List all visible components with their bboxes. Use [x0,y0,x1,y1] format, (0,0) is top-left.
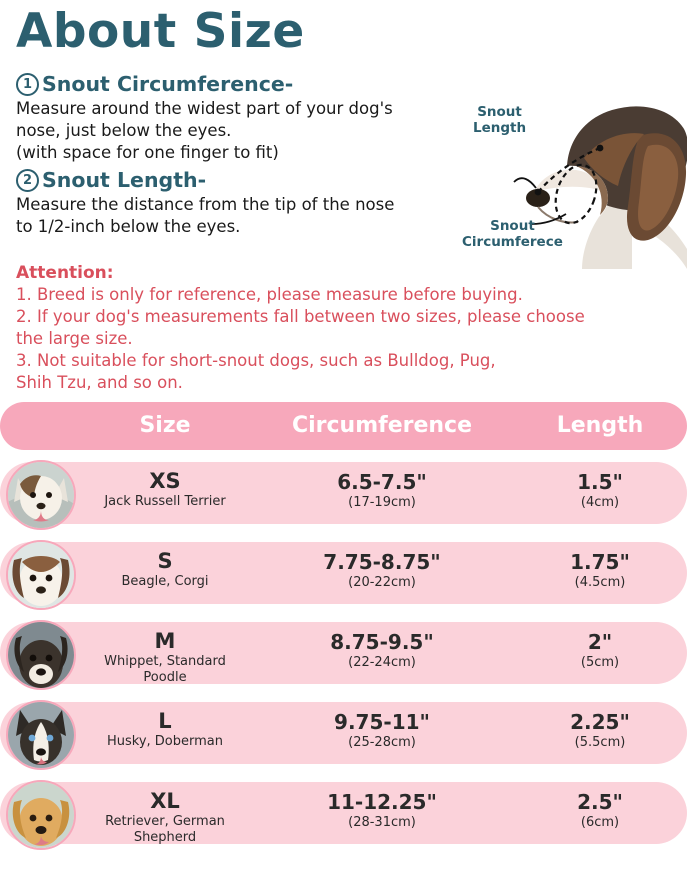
row-length-inches: 2.25" [570,710,630,734]
size-table [0,400,687,856]
row-length-cm: (5cm) [580,655,620,670]
row-circumference-inches: 11-12.25" [327,790,437,814]
diagram-label-snout-circumference [462,219,563,250]
row-length-cell [520,790,680,832]
diagram-label-snout-length [473,105,526,136]
row-circumference-cell [262,630,502,672]
row-length-cm: (6cm) [580,815,620,830]
attention-line-5: Shih Tzu, and so on. [16,372,183,392]
instruction-1-line-2: nose, just below the eyes. [16,120,232,140]
column-header-size: Size [139,413,191,438]
row-length-inches: 2" [587,630,613,654]
row-size-value: XL [150,789,180,813]
row-length-cell [520,470,680,512]
instruction-2-line-1: Measure the distance from the tip of the nose [16,195,395,215]
row-length-inches: 1.75" [570,550,630,574]
instructions-block [16,72,466,238]
diagram-label-snout-circ-line2: Circumferece [462,233,563,250]
row-length-inches: 2.5" [577,790,623,814]
row-circumference-cm: (22-24cm) [348,655,416,670]
row-breeds-value: Retriever, German Shepherd [105,813,225,845]
attention-title: Attention: [16,263,114,283]
row-circumference-inches: 9.75-11" [334,710,430,734]
row-length-cell [520,710,680,752]
row-circumference-cm: (17-19cm) [348,495,416,510]
page-title: About Size [16,4,305,59]
table-row [0,456,687,536]
instruction-1-heading-text: Snout Circumference- [42,72,294,96]
attention-line-3: the large size. [16,328,133,348]
row-circumference-inches: 6.5-7.5" [337,470,427,494]
step-number-2-icon: 2 [16,169,39,192]
avatar [6,780,76,850]
row-circumference-cell [262,470,502,512]
instruction-1-line-3: (with space for one finger to fit) [16,142,279,162]
row-length-cell [520,550,680,592]
attention-block [16,262,676,394]
row-size-value: S [157,549,173,573]
avatar [6,540,76,610]
diagram-label-snout-circ-line1: Snout [490,218,535,234]
row-breeds-value: Husky, Doberman [106,733,223,749]
row-circumference-cm: (28-31cm) [348,815,416,830]
row-circumference-cell [262,710,502,752]
row-length-cell [520,630,680,672]
row-size-value: XS [149,469,181,493]
avatar [6,620,76,690]
row-breeds-value: Jack Russell Terrier [104,493,226,509]
table-row [0,696,687,776]
row-circumference-cell [262,790,502,832]
row-size-cell [90,710,240,750]
attention-line-2: 2. If your dog's measurements fall between two sizes, please choose [16,307,585,327]
instruction-2-line-2: to 1/2-inch below the eyes. [16,217,241,237]
column-header-length: Length [556,413,644,438]
attention-line-1: 1. Breed is only for reference, please measure before buying. [16,285,523,305]
row-size-cell [90,550,240,590]
row-circumference-inches: 8.75-9.5" [330,630,434,654]
row-length-inches: 1.5" [577,470,623,494]
instruction-2-heading-text: Snout Length- [42,168,207,193]
row-length-cm: (4cm) [580,495,620,510]
attention-line-4: 3. Not suitable for short-snout dogs, such as Bulldog, Pug, [16,350,496,370]
row-size-cell [90,790,240,846]
row-circumference-cell [262,550,502,592]
diagram-label-snout-length-line1: Snout [477,104,522,120]
row-size-value: L [158,709,172,733]
avatar [6,460,76,530]
table-header-row [0,400,687,456]
row-size-cell [90,630,240,686]
row-breeds-value: Beagle, Corgi [121,573,209,589]
row-circumference-cm: (20-22cm) [348,575,416,590]
table-row [0,536,687,616]
instruction-1-line-1: Measure around the widest part of your dog's [16,99,393,118]
row-size-cell [90,470,240,510]
row-length-cm: (5.5cm) [574,735,626,750]
row-breeds-value: Whippet, Standard Poodle [104,653,226,685]
row-circumference-inches: 7.75-8.75" [323,550,441,574]
table-row [0,616,687,696]
column-header-circumference: Circumference [291,413,473,438]
instruction-1-heading [16,72,466,96]
step-number-1-icon: 1 [16,73,39,96]
avatar [6,700,76,770]
diagram-label-snout-length-line2: Length [473,119,527,136]
row-circumference-cm: (25-28cm) [348,735,416,750]
table-row [0,776,687,856]
instruction-2-heading [16,168,466,192]
row-length-cm: (4.5cm) [574,575,626,590]
row-size-value: M [154,629,176,653]
